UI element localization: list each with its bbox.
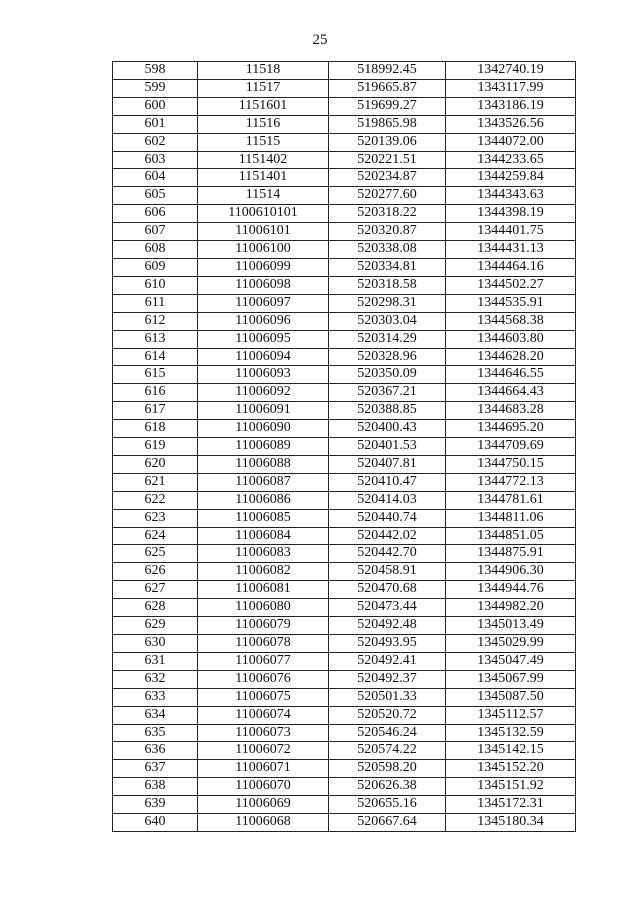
row-number-cell: 608: [113, 241, 198, 259]
x-coordinate-cell: 520334.81: [329, 258, 446, 276]
row-number-cell: 614: [113, 348, 198, 366]
row-number-cell: 616: [113, 384, 198, 402]
y-coordinate-cell: 1344982.20: [446, 599, 576, 617]
point-id-cell: 11006080: [198, 599, 329, 617]
row-number-cell: 624: [113, 527, 198, 545]
y-coordinate-cell: 1344811.06: [446, 509, 576, 527]
y-coordinate-cell: 1344464.16: [446, 258, 576, 276]
table-row: [113, 778, 576, 796]
y-coordinate-cell: 1344875.91: [446, 545, 576, 563]
point-id-cell: 11006075: [198, 688, 329, 706]
table-row: [113, 169, 576, 187]
x-coordinate-cell: 520298.31: [329, 294, 446, 312]
y-coordinate-cell: 1345142.15: [446, 742, 576, 760]
point-id-cell: 11006083: [198, 545, 329, 563]
y-coordinate-cell: 1344603.80: [446, 330, 576, 348]
point-id-cell: 11006084: [198, 527, 329, 545]
row-number-cell: 606: [113, 205, 198, 223]
row-number-cell: 622: [113, 491, 198, 509]
point-id-cell: 11006070: [198, 778, 329, 796]
y-coordinate-cell: 1344628.20: [446, 348, 576, 366]
y-coordinate-cell: 1344906.30: [446, 563, 576, 581]
table-row: [113, 294, 576, 312]
point-id-cell: 11006093: [198, 366, 329, 384]
point-id-cell: 11518: [198, 62, 329, 80]
table-row: [113, 652, 576, 670]
row-number-cell: 631: [113, 652, 198, 670]
point-id-cell: 11006094: [198, 348, 329, 366]
x-coordinate-cell: 520400.43: [329, 420, 446, 438]
point-id-cell: 11006082: [198, 563, 329, 581]
y-coordinate-cell: 1344568.38: [446, 312, 576, 330]
table-row: [113, 473, 576, 491]
y-coordinate-cell: 1344259.84: [446, 169, 576, 187]
y-coordinate-cell: 1344709.69: [446, 438, 576, 456]
y-coordinate-cell: 1343117.99: [446, 79, 576, 97]
table-row: [113, 724, 576, 742]
point-id-cell: 11006098: [198, 276, 329, 294]
x-coordinate-cell: 520139.06: [329, 133, 446, 151]
row-number-cell: 638: [113, 778, 198, 796]
table-row: [113, 276, 576, 294]
point-id-cell: 11006077: [198, 652, 329, 670]
row-number-cell: 617: [113, 402, 198, 420]
x-coordinate-cell: 520520.72: [329, 706, 446, 724]
x-coordinate-cell: 520367.21: [329, 384, 446, 402]
y-coordinate-cell: 1345047.49: [446, 652, 576, 670]
row-number-cell: 628: [113, 599, 198, 617]
y-coordinate-cell: 1345132.59: [446, 724, 576, 742]
x-coordinate-cell: 520667.64: [329, 814, 446, 832]
table-row: [113, 509, 576, 527]
x-coordinate-cell: 519699.27: [329, 97, 446, 115]
x-coordinate-cell: 520493.95: [329, 635, 446, 653]
y-coordinate-cell: 1343526.56: [446, 115, 576, 133]
y-coordinate-cell: 1344535.91: [446, 294, 576, 312]
table-row: [113, 97, 576, 115]
row-number-cell: 635: [113, 724, 198, 742]
row-number-cell: 636: [113, 742, 198, 760]
x-coordinate-cell: 520442.02: [329, 527, 446, 545]
row-number-cell: 602: [113, 133, 198, 151]
table-row: [113, 814, 576, 832]
y-coordinate-cell: 1344233.65: [446, 151, 576, 169]
row-number-cell: 609: [113, 258, 198, 276]
point-id-cell: 11006073: [198, 724, 329, 742]
point-id-cell: 1151402: [198, 151, 329, 169]
y-coordinate-cell: 1344431.13: [446, 241, 576, 259]
point-id-cell: 11006099: [198, 258, 329, 276]
y-coordinate-cell: 1345087.50: [446, 688, 576, 706]
y-coordinate-cell: 1344502.27: [446, 276, 576, 294]
row-number-cell: 612: [113, 312, 198, 330]
table-row: [113, 133, 576, 151]
row-number-cell: 600: [113, 97, 198, 115]
point-id-cell: 11006074: [198, 706, 329, 724]
x-coordinate-cell: 520277.60: [329, 187, 446, 205]
x-coordinate-cell: 520473.44: [329, 599, 446, 617]
table-row: [113, 402, 576, 420]
row-number-cell: 639: [113, 796, 198, 814]
row-number-cell: 610: [113, 276, 198, 294]
table-row: [113, 706, 576, 724]
table-row: [113, 312, 576, 330]
table-row: [113, 491, 576, 509]
table-row: [113, 670, 576, 688]
x-coordinate-cell: 518992.45: [329, 62, 446, 80]
point-id-cell: 11006086: [198, 491, 329, 509]
row-number-cell: 611: [113, 294, 198, 312]
table-row: [113, 635, 576, 653]
x-coordinate-cell: 520470.68: [329, 581, 446, 599]
y-coordinate-cell: 1344772.13: [446, 473, 576, 491]
x-coordinate-cell: 520320.87: [329, 223, 446, 241]
y-coordinate-cell: 1342740.19: [446, 62, 576, 80]
table-row: [113, 563, 576, 581]
row-number-cell: 607: [113, 223, 198, 241]
x-coordinate-cell: 520318.22: [329, 205, 446, 223]
point-id-cell: 11515: [198, 133, 329, 151]
y-coordinate-cell: 1345151.92: [446, 778, 576, 796]
table-row: [113, 742, 576, 760]
point-id-cell: 11006076: [198, 670, 329, 688]
y-coordinate-cell: 1345152.20: [446, 760, 576, 778]
x-coordinate-cell: 520221.51: [329, 151, 446, 169]
table-row: [113, 79, 576, 97]
x-coordinate-cell: 520492.41: [329, 652, 446, 670]
x-coordinate-cell: 520440.74: [329, 509, 446, 527]
x-coordinate-cell: 520314.29: [329, 330, 446, 348]
row-number-cell: 618: [113, 420, 198, 438]
row-number-cell: 619: [113, 438, 198, 456]
x-coordinate-cell: 520328.96: [329, 348, 446, 366]
table-row: [113, 455, 576, 473]
y-coordinate-cell: 1344664.43: [446, 384, 576, 402]
point-id-cell: 11006072: [198, 742, 329, 760]
point-id-cell: 1100610101: [198, 205, 329, 223]
point-id-cell: 1151601: [198, 97, 329, 115]
y-coordinate-cell: 1344695.20: [446, 420, 576, 438]
table-row: [113, 366, 576, 384]
table-row: [113, 62, 576, 80]
point-id-cell: 11006079: [198, 617, 329, 635]
x-coordinate-cell: 520492.37: [329, 670, 446, 688]
table-row: [113, 545, 576, 563]
table-row: [113, 760, 576, 778]
table-row: [113, 348, 576, 366]
row-number-cell: 615: [113, 366, 198, 384]
y-coordinate-cell: 1344646.55: [446, 366, 576, 384]
point-id-cell: 11006071: [198, 760, 329, 778]
x-coordinate-cell: 520546.24: [329, 724, 446, 742]
row-number-cell: 627: [113, 581, 198, 599]
row-number-cell: 625: [113, 545, 198, 563]
table-row: [113, 205, 576, 223]
point-id-cell: 11006096: [198, 312, 329, 330]
row-number-cell: 598: [113, 62, 198, 80]
point-id-cell: 11006100: [198, 241, 329, 259]
point-id-cell: 11514: [198, 187, 329, 205]
point-id-cell: 11006090: [198, 420, 329, 438]
y-coordinate-cell: 1344944.76: [446, 581, 576, 599]
y-coordinate-cell: 1344683.28: [446, 402, 576, 420]
y-coordinate-cell: 1344398.19: [446, 205, 576, 223]
table-row: [113, 438, 576, 456]
y-coordinate-cell: 1345029.99: [446, 635, 576, 653]
point-id-cell: 11006078: [198, 635, 329, 653]
row-number-cell: 613: [113, 330, 198, 348]
point-id-cell: 11006092: [198, 384, 329, 402]
x-coordinate-cell: 520410.47: [329, 473, 446, 491]
table-body: [113, 62, 576, 832]
coordinates-table-container: [112, 61, 575, 832]
y-coordinate-cell: 1343186.19: [446, 97, 576, 115]
row-number-cell: 632: [113, 670, 198, 688]
point-id-cell: 11006088: [198, 455, 329, 473]
point-id-cell: 11006085: [198, 509, 329, 527]
y-coordinate-cell: 1344750.15: [446, 455, 576, 473]
x-coordinate-cell: 520598.20: [329, 760, 446, 778]
row-number-cell: 599: [113, 79, 198, 97]
y-coordinate-cell: 1344851.05: [446, 527, 576, 545]
point-id-cell: 11006097: [198, 294, 329, 312]
x-coordinate-cell: 520234.87: [329, 169, 446, 187]
y-coordinate-cell: 1345112.57: [446, 706, 576, 724]
table-row: [113, 581, 576, 599]
point-id-cell: 11006095: [198, 330, 329, 348]
table-row: [113, 115, 576, 133]
row-number-cell: 626: [113, 563, 198, 581]
x-coordinate-cell: 520303.04: [329, 312, 446, 330]
table-row: [113, 187, 576, 205]
coordinates-table: [112, 61, 576, 832]
row-number-cell: 623: [113, 509, 198, 527]
row-number-cell: 634: [113, 706, 198, 724]
row-number-cell: 620: [113, 455, 198, 473]
y-coordinate-cell: 1344072.00: [446, 133, 576, 151]
table-row: [113, 151, 576, 169]
point-id-cell: 11006068: [198, 814, 329, 832]
x-coordinate-cell: 520338.08: [329, 241, 446, 259]
point-id-cell: 1151401: [198, 169, 329, 187]
x-coordinate-cell: 520350.09: [329, 366, 446, 384]
table-row: [113, 223, 576, 241]
point-id-cell: 11006069: [198, 796, 329, 814]
x-coordinate-cell: 520492.48: [329, 617, 446, 635]
y-coordinate-cell: 1345180.34: [446, 814, 576, 832]
point-id-cell: 11516: [198, 115, 329, 133]
y-coordinate-cell: 1344781.61: [446, 491, 576, 509]
point-id-cell: 11006081: [198, 581, 329, 599]
x-coordinate-cell: 520407.81: [329, 455, 446, 473]
x-coordinate-cell: 520414.03: [329, 491, 446, 509]
x-coordinate-cell: 520655.16: [329, 796, 446, 814]
point-id-cell: 11006089: [198, 438, 329, 456]
page-number: 25: [312, 32, 328, 48]
x-coordinate-cell: 519865.98: [329, 115, 446, 133]
row-number-cell: 630: [113, 635, 198, 653]
point-id-cell: 11517: [198, 79, 329, 97]
x-coordinate-cell: 520388.85: [329, 402, 446, 420]
table-row: [113, 599, 576, 617]
table-row: [113, 617, 576, 635]
x-coordinate-cell: 519665.87: [329, 79, 446, 97]
table-row: [113, 241, 576, 259]
table-row: [113, 527, 576, 545]
y-coordinate-cell: 1345067.99: [446, 670, 576, 688]
x-coordinate-cell: 520574.22: [329, 742, 446, 760]
y-coordinate-cell: 1344343.63: [446, 187, 576, 205]
point-id-cell: 11006087: [198, 473, 329, 491]
row-number-cell: 637: [113, 760, 198, 778]
point-id-cell: 11006091: [198, 402, 329, 420]
y-coordinate-cell: 1345013.49: [446, 617, 576, 635]
x-coordinate-cell: 520442.70: [329, 545, 446, 563]
row-number-cell: 605: [113, 187, 198, 205]
row-number-cell: 604: [113, 169, 198, 187]
table-row: [113, 384, 576, 402]
row-number-cell: 603: [113, 151, 198, 169]
row-number-cell: 621: [113, 473, 198, 491]
table-row: [113, 688, 576, 706]
row-number-cell: 629: [113, 617, 198, 635]
row-number-cell: 633: [113, 688, 198, 706]
x-coordinate-cell: 520318.58: [329, 276, 446, 294]
row-number-cell: 601: [113, 115, 198, 133]
point-id-cell: 11006101: [198, 223, 329, 241]
x-coordinate-cell: 520401.53: [329, 438, 446, 456]
table-row: [113, 330, 576, 348]
table-row: [113, 258, 576, 276]
x-coordinate-cell: 520458.91: [329, 563, 446, 581]
y-coordinate-cell: 1344401.75: [446, 223, 576, 241]
x-coordinate-cell: 520501.33: [329, 688, 446, 706]
x-coordinate-cell: 520626.38: [329, 778, 446, 796]
table-row: [113, 420, 576, 438]
y-coordinate-cell: 1345172.31: [446, 796, 576, 814]
row-number-cell: 640: [113, 814, 198, 832]
table-row: [113, 796, 576, 814]
